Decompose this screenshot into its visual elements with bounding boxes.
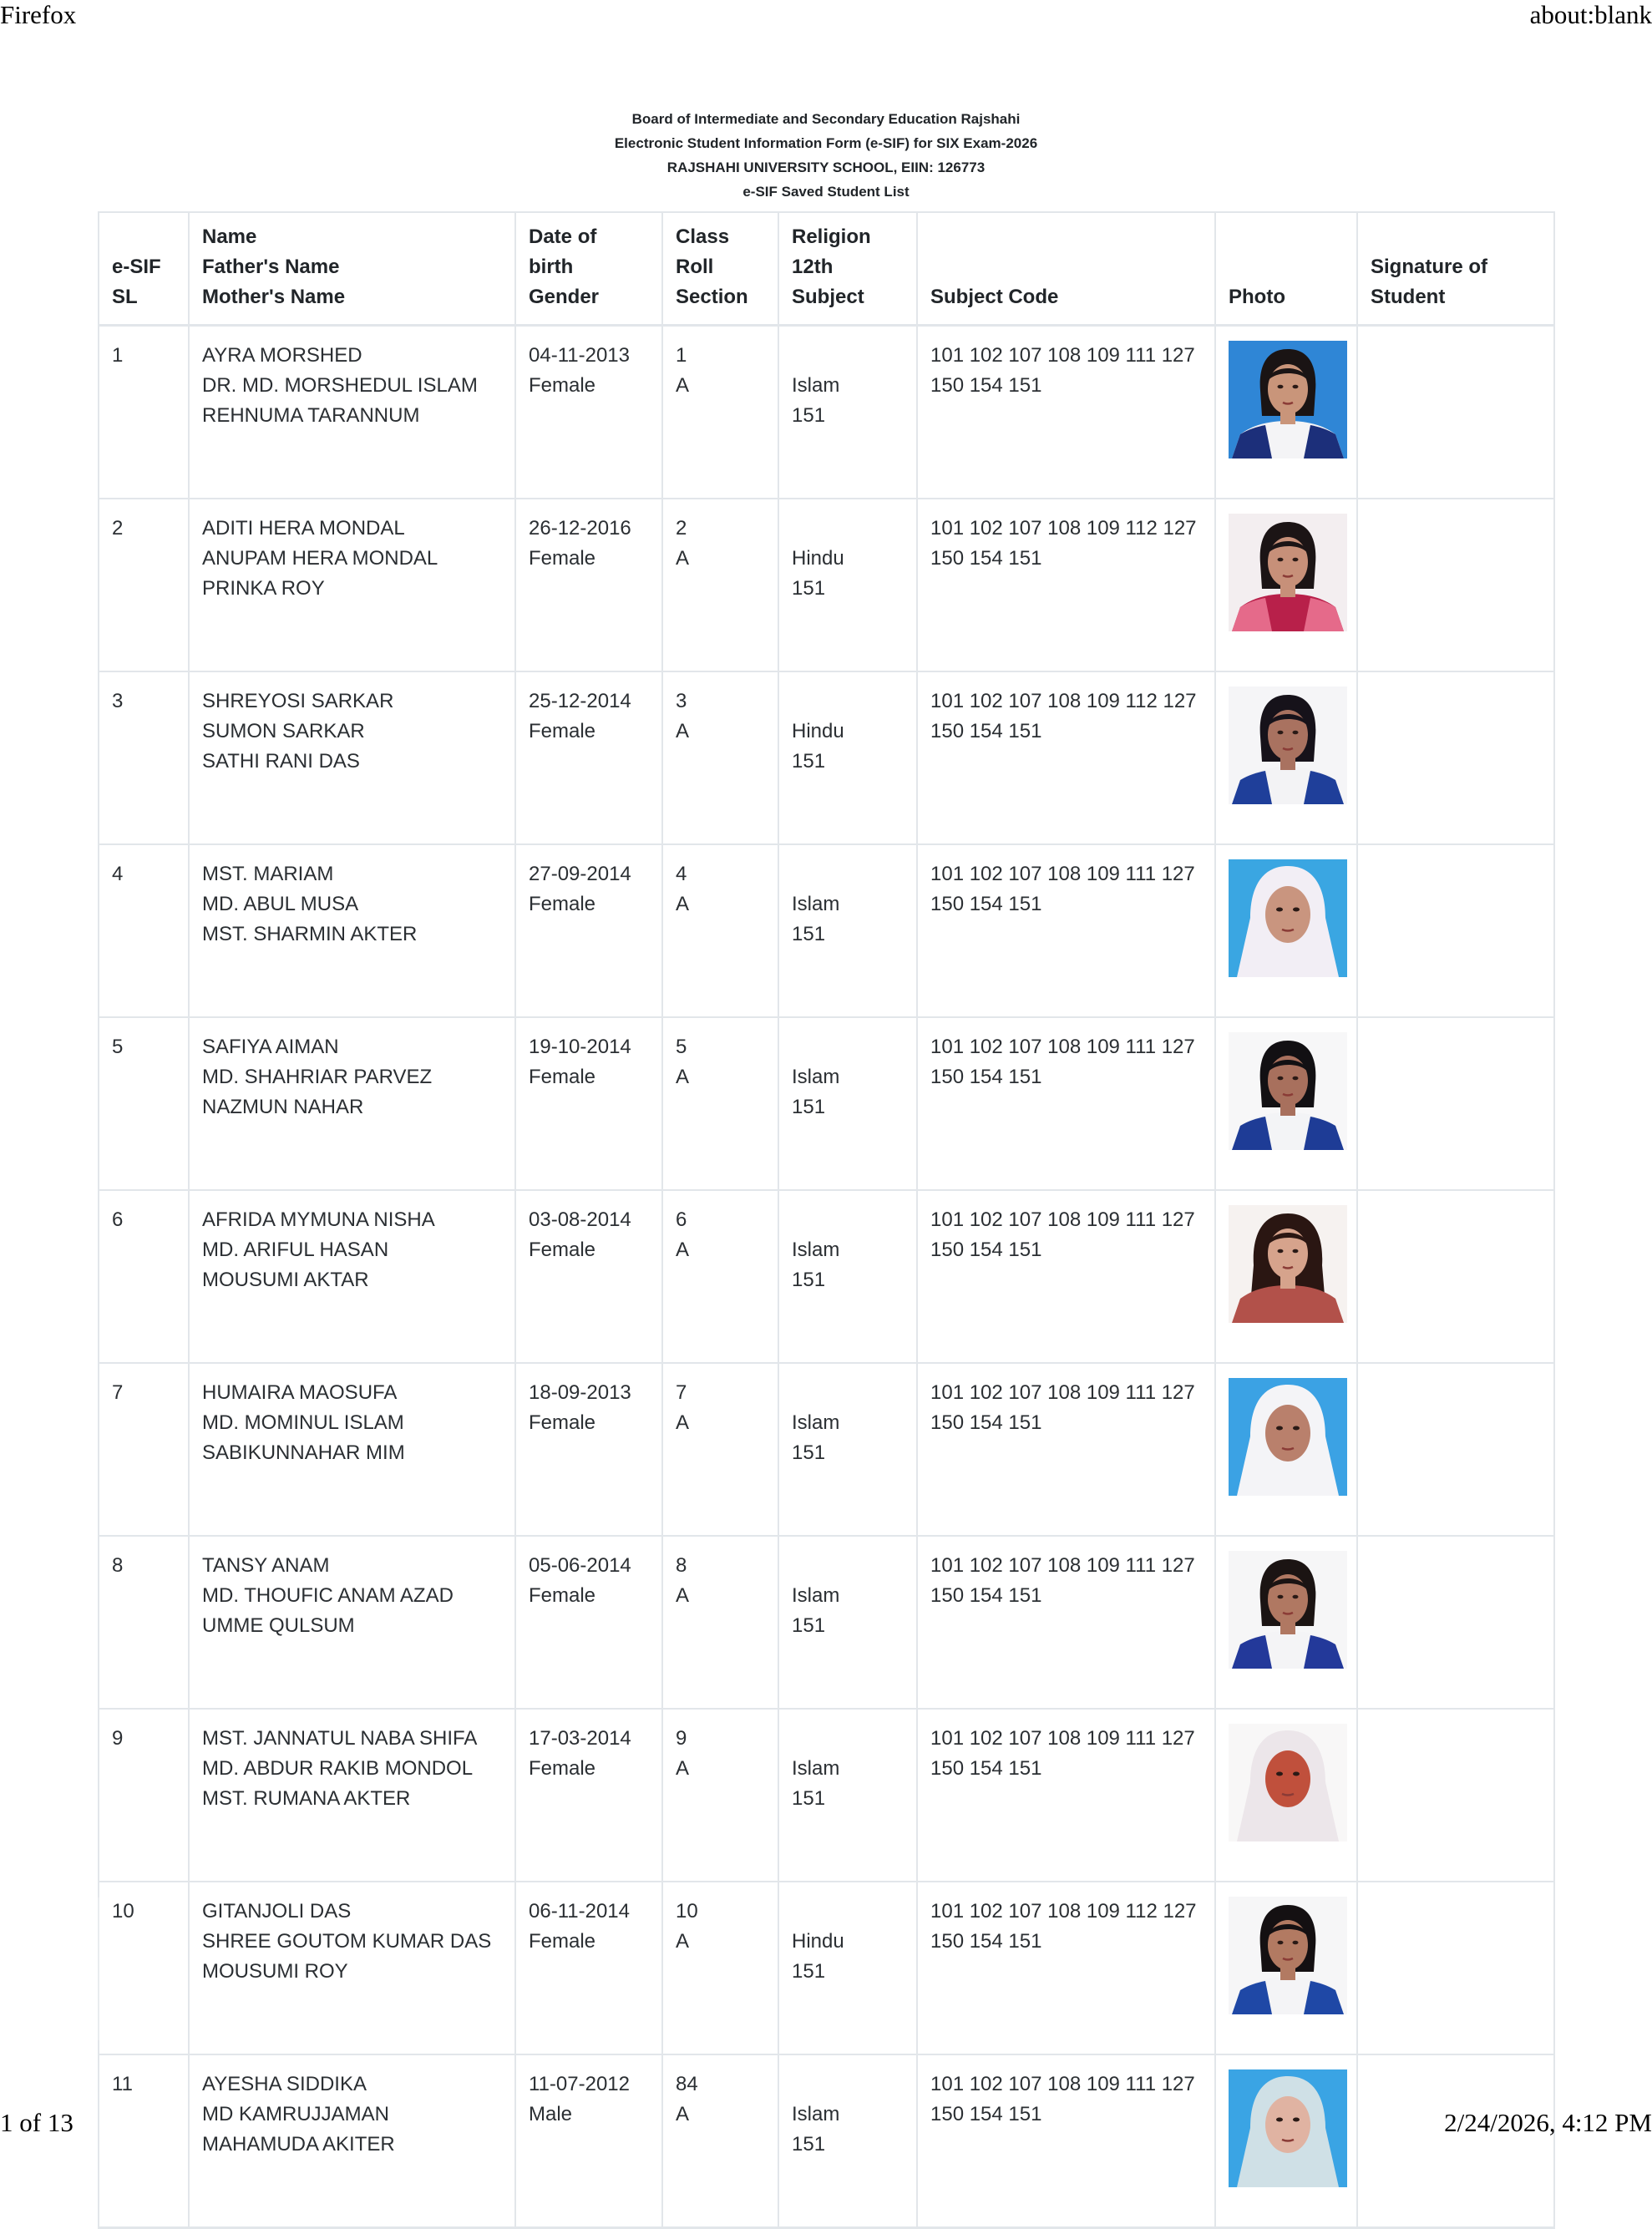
cell-signature [1357,1363,1554,1536]
cell-dob-gender [515,326,662,499]
cell-roll-section [662,1882,778,2054]
student-photo [1229,341,1347,458]
mother-name: MAHAMUDA AKITER [202,2133,395,2156]
subject-codes-line: 101 102 107 108 109 111 127 [930,1727,1195,1750]
gender: Female [529,547,596,570]
cell-photo [1215,1536,1357,1709]
gender: Female [529,1757,596,1780]
gender: Female [529,720,596,742]
cell-sl [99,1190,189,1363]
cell-signature [1357,499,1554,671]
class-roll: 4 [676,863,687,885]
cell-signature [1357,326,1554,499]
cell-religion-subject [778,1190,917,1363]
section: A [676,720,690,742]
subject-codes-line: 101 102 107 108 109 111 127 [930,1554,1195,1577]
header-col-name [189,212,515,326]
subject-codes-line: 150 154 151 [930,374,1042,397]
cell-dob-gender [515,1190,662,1363]
cell-names [189,1363,515,1536]
student-photo [1229,1897,1347,2014]
cell-dob-gender [515,2054,662,2228]
serial-number: 9 [112,1727,124,1750]
cell-roll-section [662,1363,778,1536]
header-label: Date of [529,225,597,248]
table-row [99,1017,1554,1190]
student-list-table [98,211,1555,2229]
serial-number: 7 [112,1381,124,1404]
cell-photo [1215,1709,1357,1882]
form-title: Electronic Student Information Form (e-SIF) for SIX Exam-2026 [614,135,1038,151]
date-of-birth: 11-07-2012 [529,2073,630,2095]
mother-name: REHNUMA TARANNUM [202,404,420,427]
class-roll: 5 [676,1036,687,1058]
header-label: birth [529,256,574,278]
cell-roll-section [662,2054,778,2228]
cell-names [189,1709,515,1882]
header-label: Father's Name [202,256,340,278]
father-name: MD. SHAHRIAR PARVEZ [202,1066,433,1088]
mother-name: MOUSUMI AKTAR [202,1269,369,1291]
subject-codes-line: 150 154 151 [930,720,1042,742]
cell-signature [1357,671,1554,844]
cell-signature [1357,844,1554,1017]
class-roll: 2 [676,517,687,540]
cell-religion-subject [778,326,917,499]
header-col-class-roll [662,212,778,326]
father-name: SHREE GOUTOM KUMAR DAS [202,1930,492,1953]
subject-codes-line: 150 154 151 [930,1930,1042,1953]
twelfth-subject: 151 [792,577,826,600]
serial-number: 2 [112,517,124,540]
religion: Islam [792,374,840,397]
serial-number: 4 [112,863,124,885]
cell-dob-gender [515,1363,662,1536]
table-row [99,671,1554,844]
cell-names [189,1536,515,1709]
cell-religion-subject [778,671,917,844]
cell-subject-codes [917,844,1215,1017]
serial-number: 5 [112,1036,124,1058]
print-timestamp: 2/24/2026, 4:12 PM [1444,2108,1652,2137]
gender: Female [529,1930,596,1953]
browser-app-name: Firefox [0,0,77,29]
subject-codes-line: 101 102 107 108 109 112 127 [930,1900,1197,1923]
cell-subject-codes [917,1363,1215,1536]
cell-photo [1215,1190,1357,1363]
date-of-birth: 27-09-2014 [529,863,631,885]
cell-roll-section [662,326,778,499]
header-label: Subject Code [930,286,1059,308]
section: A [676,547,690,570]
header-label: Student [1371,286,1446,308]
section: A [676,1757,690,1780]
header-label: Signature of [1371,256,1488,278]
father-name: MD. THOUFIC ANAM AZAD [202,1584,454,1607]
header-label: Section [676,286,748,308]
twelfth-subject: 151 [792,1096,826,1118]
father-name: DR. MD. MORSHEDUL ISLAM [202,374,478,397]
gender: Female [529,374,596,397]
table-row [99,1363,1554,1536]
gender: Female [529,1584,596,1607]
header-label: Mother's Name [202,286,346,308]
subject-codes-line: 101 102 107 108 109 111 127 [930,1208,1195,1231]
cell-names [189,499,515,671]
date-of-birth: 05-06-2014 [529,1554,631,1577]
father-name: ANUPAM HERA MONDAL [202,547,438,570]
subject-codes-line: 150 154 151 [930,1584,1042,1607]
table-row [99,844,1554,1017]
cell-names [189,844,515,1017]
class-roll: 7 [676,1381,687,1404]
cell-roll-section [662,1190,778,1363]
student-photo [1229,514,1347,631]
cell-religion-subject [778,499,917,671]
student-name: TANSY ANAM [202,1554,330,1577]
student-name: ADITI HERA MONDAL [202,517,405,540]
cell-dob-gender [515,1709,662,1882]
student-photo [1229,859,1347,977]
cell-subject-codes [917,499,1215,671]
cell-religion-subject [778,1709,917,1882]
student-photo [1229,686,1347,804]
father-name: MD. ARIFUL HASAN [202,1239,389,1261]
section: A [676,1930,690,1953]
subject-codes-line: 101 102 107 108 109 111 127 [930,1036,1195,1058]
student-photo [1229,1551,1347,1669]
subject-codes-line: 101 102 107 108 109 112 127 [930,690,1197,712]
section: A [676,893,690,915]
serial-number: 11 [112,2073,133,2095]
cell-signature [1357,1017,1554,1190]
section: A [676,1066,690,1088]
cell-subject-codes [917,1882,1215,2054]
cell-subject-codes [917,1017,1215,1190]
student-photo [1229,1032,1347,1150]
cell-roll-section [662,1536,778,1709]
student-name: SHREYOSI SARKAR [202,690,394,712]
cell-sl [99,1709,189,1882]
subject-codes-line: 150 154 151 [930,547,1042,570]
mother-name: PRINKA ROY [202,577,325,600]
header-label: Gender [529,286,600,308]
student-name: HUMAIRA MAOSUFA [202,1381,398,1404]
serial-number: 8 [112,1554,124,1577]
table-row [99,1709,1554,1882]
cell-religion-subject [778,844,917,1017]
subject-codes-line: 150 154 151 [930,1757,1042,1780]
header-col-photo [1215,212,1357,326]
religion: Islam [792,1066,840,1088]
student-name: AYRA MORSHED [202,344,362,367]
date-of-birth: 19-10-2014 [529,1036,631,1058]
cell-photo [1215,1017,1357,1190]
mother-name: MOUSUMI ROY [202,1960,348,1983]
subject-codes-line: 150 154 151 [930,1239,1042,1261]
religion: Hindu [792,547,844,570]
cell-subject-codes [917,1190,1215,1363]
cell-names [189,2054,515,2228]
student-name: AYESHA SIDDIKA [202,2073,367,2095]
student-name: GITANJOLI DAS [202,1900,352,1923]
cell-photo [1215,326,1357,499]
subject-codes-line: 150 154 151 [930,2103,1042,2125]
twelfth-subject: 151 [792,2133,826,2156]
table-continuation-border [98,1897,99,2040]
cell-names [189,1190,515,1363]
subject-codes-line: 101 102 107 108 109 111 127 [930,344,1195,367]
student-photo [1229,1378,1347,1496]
table-row [99,1536,1554,1709]
cell-dob-gender [515,671,662,844]
table-row [99,499,1554,671]
section: A [676,374,690,397]
serial-number: 1 [112,344,124,367]
gender: Female [529,1066,596,1088]
cell-religion-subject [778,1017,917,1190]
page-count: 1 of 13 [0,2108,73,2137]
section: A [676,2103,690,2125]
table-row [99,326,1554,499]
header-label: Religion [792,225,871,248]
cell-signature [1357,1190,1554,1363]
cell-roll-section [662,1709,778,1882]
header-label: 12th [792,256,834,278]
header-label: Subject [792,286,864,308]
serial-number: 10 [112,1900,134,1923]
twelfth-subject: 151 [792,1269,826,1291]
board-name: Board of Intermediate and Secondary Education Rajshahi [631,111,1021,127]
cell-names [189,326,515,499]
cell-religion-subject [778,1536,917,1709]
twelfth-subject: 151 [792,750,826,773]
cell-photo [1215,2054,1357,2228]
cell-photo [1215,671,1357,844]
father-name: MD. MOMINUL ISLAM [202,1411,404,1434]
table-row [99,1190,1554,1363]
gender: Male [529,2103,573,2125]
father-name: MD. ABUL MUSA [202,893,359,915]
cell-dob-gender [515,1882,662,2054]
twelfth-subject: 151 [792,1614,826,1637]
cell-dob-gender [515,1017,662,1190]
mother-name: SATHI RANI DAS [202,750,360,773]
religion: Islam [792,2103,840,2125]
cell-photo [1215,1363,1357,1536]
twelfth-subject: 151 [792,1787,826,1810]
cell-subject-codes [917,1536,1215,1709]
date-of-birth: 17-03-2014 [529,1727,631,1750]
serial-number: 6 [112,1208,124,1231]
subject-codes-line: 150 154 151 [930,893,1042,915]
student-name: SAFIYA AIMAN [202,1036,339,1058]
header-label: Roll [676,256,714,278]
father-name: MD KAMRUJJAMAN [202,2103,390,2125]
cell-sl [99,1536,189,1709]
student-name: MST. MARIAM [202,863,334,885]
cell-sl [99,1363,189,1536]
religion: Islam [792,1239,840,1261]
class-roll: 84 [676,2073,698,2095]
cell-signature [1357,2054,1554,2228]
date-of-birth: 26-12-2016 [529,517,631,540]
cell-signature [1357,1536,1554,1709]
twelfth-subject: 151 [792,923,826,945]
table-row [99,2054,1554,2228]
religion: Hindu [792,720,844,742]
religion: Islam [792,893,840,915]
cell-names [189,671,515,844]
header-label: Class [676,225,730,248]
gender: Female [529,893,596,915]
student-photo [1229,1205,1347,1323]
student-name: AFRIDA MYMUNA NISHA [202,1208,435,1231]
subject-codes-line: 150 154 151 [930,1066,1042,1088]
cell-photo [1215,499,1357,671]
serial-number: 3 [112,690,124,712]
header-label: Name [202,225,257,248]
institution-name: RAJSHAHI UNIVERSITY SCHOOL, EIIN: 126773 [666,160,986,175]
cell-signature [1357,1882,1554,2054]
cell-photo [1215,1882,1357,2054]
table-body [99,326,1554,2228]
subject-codes-line: 150 154 151 [930,1411,1042,1434]
header-col-subject-code [917,212,1215,326]
cell-roll-section [662,844,778,1017]
table-header-row [99,212,1554,326]
subject-codes-line: 101 102 107 108 109 112 127 [930,517,1197,540]
date-of-birth: 18-09-2013 [529,1381,631,1404]
cell-sl [99,671,189,844]
header-col-sl [99,212,189,326]
cell-dob-gender [515,844,662,1017]
student-name: MST. JANNATUL NABA SHIFA [202,1727,478,1750]
class-roll: 1 [676,344,687,367]
cell-roll-section [662,1017,778,1190]
student-photo [1229,1724,1347,1841]
document-header [0,107,1652,204]
religion: Islam [792,1584,840,1607]
mother-name: MST. RUMANA AKTER [202,1787,411,1810]
gender: Female [529,1411,596,1434]
date-of-birth: 06-11-2014 [529,1900,630,1923]
cell-names [189,1882,515,2054]
section: A [676,1584,690,1607]
mother-name: MST. SHARMIN AKTER [202,923,418,945]
date-of-birth: 04-11-2013 [529,344,630,367]
date-of-birth: 03-08-2014 [529,1208,631,1231]
cell-sl [99,844,189,1017]
cell-dob-gender [515,1536,662,1709]
section: A [676,1411,690,1434]
table-row [99,1882,1554,2054]
student-photo [1229,2069,1347,2187]
cell-dob-gender [515,499,662,671]
class-roll: 9 [676,1727,687,1750]
header-col-religion [778,212,917,326]
section: A [676,1239,690,1261]
cell-photo [1215,844,1357,1017]
cell-sl [99,499,189,671]
header-col-signature [1357,212,1554,326]
class-roll: 10 [676,1900,698,1923]
list-title: e-SIF Saved Student List [742,184,910,200]
class-roll: 3 [676,690,687,712]
cell-signature [1357,1709,1554,1882]
cell-sl [99,1017,189,1190]
religion: Islam [792,1757,840,1780]
cell-roll-section [662,671,778,844]
father-name: SUMON SARKAR [202,720,365,742]
religion: Hindu [792,1930,844,1953]
cell-sl [99,1882,189,2054]
cell-roll-section [662,499,778,671]
class-roll: 8 [676,1554,687,1577]
twelfth-subject: 151 [792,1960,826,1983]
twelfth-subject: 151 [792,1441,826,1464]
header-label: Photo [1229,286,1285,308]
mother-name: SABIKUNNAHAR MIM [202,1441,405,1464]
cell-religion-subject [778,1363,917,1536]
cell-sl [99,2054,189,2228]
page-url: about:blank [1529,0,1652,29]
date-of-birth: 25-12-2014 [529,690,631,712]
cell-subject-codes [917,326,1215,499]
header-label: SL [112,286,138,308]
cell-names [189,1017,515,1190]
cell-religion-subject [778,2054,917,2228]
cell-sl [99,326,189,499]
cell-subject-codes [917,671,1215,844]
header-col-dob [515,212,662,326]
father-name: MD. ABDUR RAKIB MONDOL [202,1757,474,1780]
religion: Islam [792,1411,840,1434]
gender: Female [529,1239,596,1261]
cell-religion-subject [778,1882,917,2054]
subject-codes-line: 101 102 107 108 109 111 127 [930,2073,1195,2095]
mother-name: UMME QULSUM [202,1614,355,1637]
subject-codes-line: 101 102 107 108 109 111 127 [930,1381,1195,1404]
class-roll: 6 [676,1208,687,1231]
subject-codes-line: 101 102 107 108 109 111 127 [930,863,1195,885]
twelfth-subject: 151 [792,404,826,427]
cell-subject-codes [917,2054,1215,2228]
cell-subject-codes [917,1709,1215,1882]
header-label: e-SIF [112,256,161,278]
mother-name: NAZMUN NAHAR [202,1096,364,1118]
